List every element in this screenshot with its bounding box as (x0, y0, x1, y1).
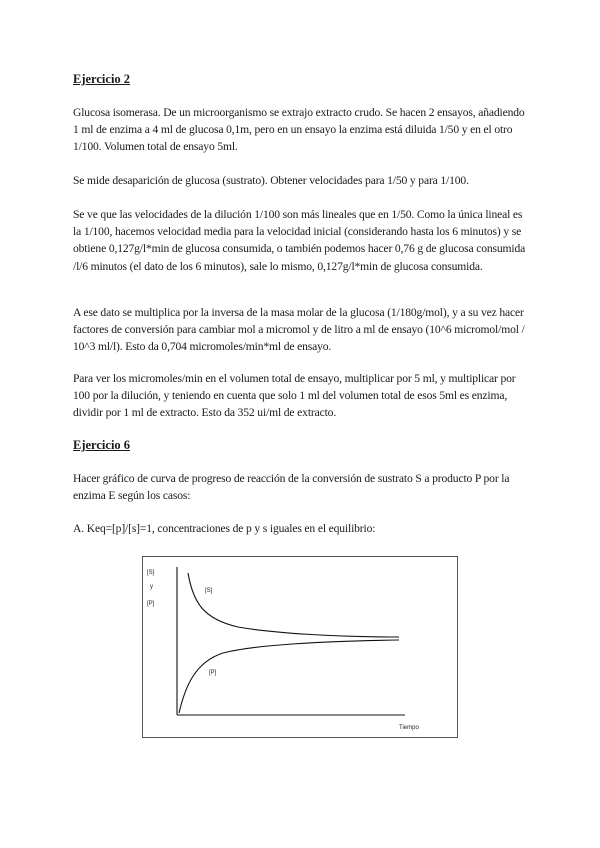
progress-curve-svg (143, 557, 457, 737)
curve-s-label: [S] (205, 588, 213, 594)
progress-curve-figure (142, 556, 458, 738)
paragraph-masa-molar: A ese dato se multiplica por la inversa de la masa molar de la glucosa (1/180g/mol), y a su vez hacer factores de conversión para cambiar mol a micromol y de litro a ml de ensayo (10^6 micromol/mol / 10^3 ml/l). Esto da 0,704 micromoles/min*ml de ensayo. (73, 306, 525, 354)
paragraph-caso-a: A. Keq=[p]/[s]=1, concentraciones de p y s iguales en el equilibrio: (73, 522, 376, 535)
paragraph-micromoles-volumen: Para ver los micromoles/min en el volumen total de ensayo, multiplicar por 5 ml, y multiplicar por 100 por la dilución, y teniendo en cuenta que solo 1 ml del volumen total de esos 5ml es enzima, dividir por 1 ml de extracto. Esto da 352 ui/ml de extracto. (73, 372, 516, 420)
substrate-curve (188, 573, 399, 637)
paragraph-glucosa-isomerasa: Glucosa isomerasa. De un microorganismo se extrajo extracto crudo. Se hacen 2 ensayos, añadiendo 1 ml de enzima a 4 ml de glucosa 0,1m, pero en un ensayo la enzima está diluida 1/50 y en el otro 1/100. Volumen total de ensayo 5ml. (73, 106, 525, 154)
product-curve (179, 640, 399, 713)
section-title-ejercicio-2: Ejercicio 2 (73, 72, 131, 86)
y-label-p: [P] (147, 601, 155, 607)
paragraph-velocidades-dilucion: Se ve que las velocidades de la dilución 1/100 son más lineales que en 1/50. Como la única lineal es la 1/100, hacemos velocidad media para la velocidad inicial (considerando hasta los 6 minutos) y se obtiene 0,127g/l*min de glucosa consumida, o también podemos hacer 0,76 g de glucosa consumida /l/6 minutos (el dato de los 6 minutos), sale lo mismo, 0,127g/l*min de glucosa consumida. (73, 208, 526, 273)
section-title-ejercicio-6: Ejercicio 6 (73, 438, 131, 452)
y-label-s: [S] (147, 570, 155, 576)
y-label-y: y (150, 584, 153, 590)
paragraph-desaparicion-glucosa: Se mide desaparición de glucosa (sustrato). Obtener velocidades para 1/50 y para 1/100. (73, 174, 469, 187)
paragraph-grafico-curva: Hacer gráfico de curva de progreso de reacción de la conversión de sustrato S a producto P por la enzima E según los casos: (73, 472, 510, 503)
curve-p-label: [P] (209, 670, 217, 676)
x-label-tiempo: Tiempo (399, 725, 419, 731)
